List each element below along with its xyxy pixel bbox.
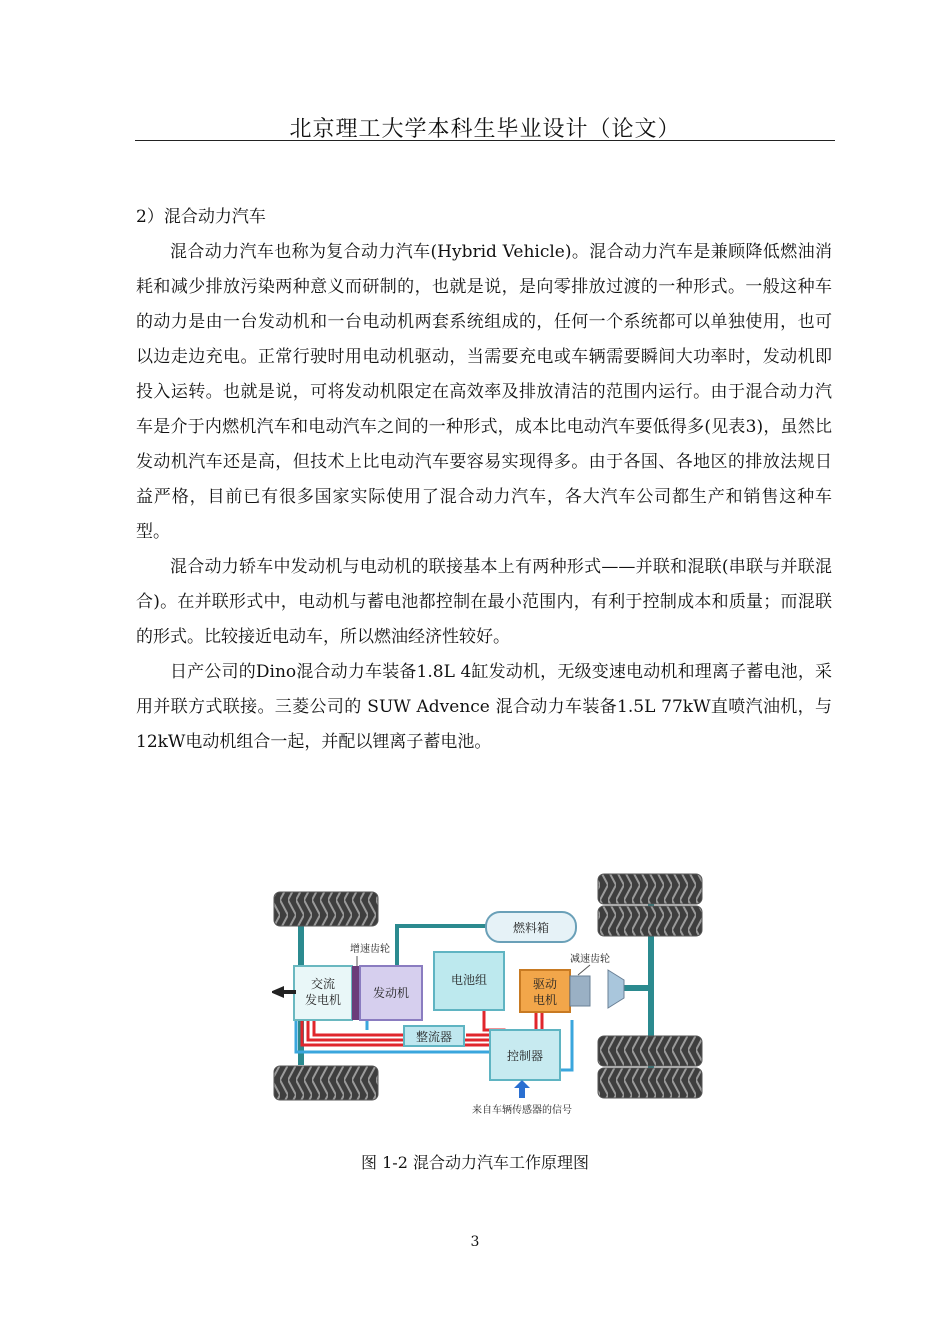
tire-front-left <box>274 892 378 926</box>
fuel-tank-label: 燃料箱 <box>512 921 550 935</box>
tire-rear-right-1 <box>598 1036 702 1066</box>
differential-shape <box>608 970 624 1008</box>
tire-rear-left <box>274 1066 378 1100</box>
generator-label-1: 交流 <box>310 977 336 991</box>
body-text <box>136 200 832 760</box>
section-heading: 2）混合动力汽车 <box>136 207 266 227</box>
speed-down-gear-shape <box>570 976 590 1006</box>
page-number: 3 <box>470 1234 480 1250</box>
battery-label: 电池组 <box>450 973 488 987</box>
header-rule <box>135 140 835 141</box>
figure-caption: 图 1-2 混合动力汽车工作原理图 <box>361 1153 589 1172</box>
speed-up-gear-bar <box>352 966 360 1020</box>
sensor-signal-label: 来自车辆传感器的信号 <box>472 1105 572 1116</box>
sensor-arrow <box>514 1080 530 1098</box>
speed-down-gear-label: 减速齿轮 <box>570 954 610 965</box>
output-arrow <box>272 986 296 998</box>
page-header: 北京理工大学本科生毕业设计（论文） <box>289 117 681 142</box>
engine-label: 发动机 <box>372 986 410 1000</box>
rectifier-label: 整流器 <box>415 1030 453 1044</box>
controller-label: 控制器 <box>506 1049 544 1063</box>
paragraph-2: 混合动力轿车中发动机与电动机的联接基本上有两种形式——并联和混联(串联与并联混合)。在并联形式中，电动机与蓄电池都控制在最小范围内，有利于控制成本和质量；而混联的形式。比较接近电动车，所以燃油经济性较好。 <box>136 557 832 647</box>
motor-label-2: 电机 <box>532 993 558 1007</box>
generator-label-2: 发电机 <box>304 993 342 1007</box>
paragraph-1: 混合动力汽车也称为复合动力汽车(Hybrid Vehicle)。混合动力汽车是兼顾降低燃油消耗和减少排放污染两种意义而研制的，也就是说，是向零排放过渡的一种形式。一般这种车的动力是由一台发动机和一台电动机两套系统组成的，任何一个系统都可以单独使用，也可以边走边充电。正常行驶时用电动机驱动，当需要充电或车辆需要瞬间大功率时，发动机即投入运转。也就是说，可将发动机限定在高效率及排放清洁的范围内运行。由于混合动力汽车是介于内燃机汽车和电动汽车之间的一种形式，成本比电动汽车要低得多(见表3)，虽然比发动机汽车还是高，但技术上比电动汽车要容易实现得多。由于各国、各地区的排放法规日益严格，目前已有很多国家实际使用了混合动力汽车，各大汽车公司都生产和销售这种车型。 <box>136 242 832 542</box>
tire-front-right-2 <box>598 906 702 936</box>
speed-up-gear-label: 增速齿轮 <box>350 944 390 955</box>
tire-rear-right-2 <box>598 1068 702 1098</box>
paragraph-3: 日产公司的Dino混合动力车装备1.8L 4缸发动机，无级变速电动机和理离子蓄电池，采用并联方式联接。三菱公司的 SUW Advence 混合动力车装备1.5L 77kW直喷汽油机，与12kW电动机组合一起，并配以锂离子蓄电池。 <box>136 662 832 752</box>
tire-front-right-1 <box>598 874 702 904</box>
motor-label-1: 驱动 <box>532 977 558 991</box>
hybrid-diagram <box>272 870 712 1120</box>
